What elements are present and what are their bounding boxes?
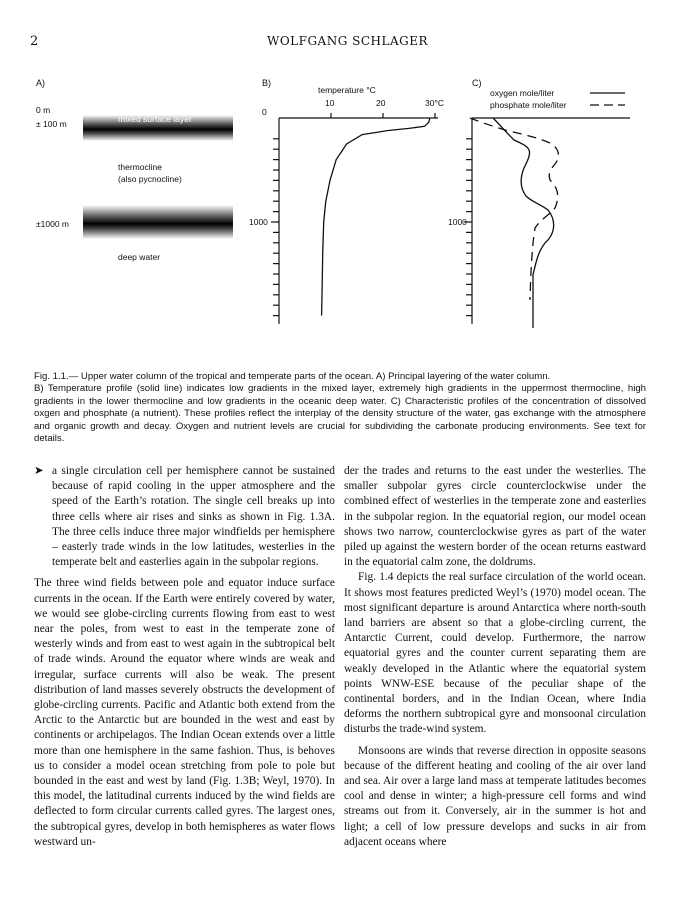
legend-oxygen: oxygen mole/liter (490, 88, 555, 98)
caption-line-1: Fig. 1.1.— Upper water column of the tropical and temperate parts of the ocean. A) Principal layering of the water column. (34, 371, 551, 382)
deep-thermocline-band (83, 205, 233, 239)
legend-phosphate: phosphate mole/liter (490, 100, 567, 110)
running-header: WOLFGANG SCHLAGER (266, 34, 428, 48)
depth-tick-1000-c: 1000 (448, 217, 467, 227)
temp-tick-10: 10 (325, 98, 335, 108)
depth-label-0m: 0 m (36, 105, 51, 115)
oxygen-profile-line (493, 118, 554, 328)
right-paragraph-2: Fig. 1.4 depicts the real surface circulation of the world ocean. It shows most features predicted Weyl’s (1970) model ocean. The most significant departure is around Antarctica where north-south land barriers are absent so that a globe-circling current, the Antarctic Current, could develop. Furthermore, the narrow equatorial gyres and the counter current separating them are weakly developed in the Atlantic where the equatorial system points WNW-ESE because of the peculiar shape of the continental borders, and in the Indian Ocean, where India deforms the northern subtropical gyre and monsoonal circulation disturbs the trade-wind system. (344, 571, 646, 736)
temp-axes (271, 113, 438, 324)
left-paragraph-1: The three wind fields between pole and equator induce surface currents in the ocean. If the Earth were entirely covered by water, we would see globe-circling currents flowing from east to west near the poles, from west to east in the temperate zone of westerly winds and from east to west again in the subtropical belt of trade winds. Around the equator where winds are weak and irregular, surface currents will also be weak. The present distribution of land masses severely obstructs the development of globe-circling currents. Pacific and Atlantic both extend from the Arctic to the Antarctic but are bounded in the west and east by continents or archipelagos. The Indian Ocean extends over a little more than one hemisphere in the same fashion. Thus, is behoves us to consider a model ocean stretching from pole to pole but bounded in the east and west by land (Fig. 1.3B; Weyl, 1970). In this model, the latitudinal currents induced by the wind fields are deflected to form circular currents called gyres. The largest ones, the subtropical gyres, develop in both hemispheres as water flows westward un- (34, 577, 335, 848)
right-paragraph-1: der the trades and returns to the east under the westerlies. The smaller subpolar gyres circle counterclockwise under the combined effect of westerlies in the temperate zone and easterlies in the subpolar region. In the equatorial region, our model ocean shows two narrow, counterclockwise gyres as part of the water piled up against the western border of the ocean returns eastward in the equatorial calm zone, the doldrums. (344, 465, 646, 569)
temp-tick-20: 20 (376, 98, 386, 108)
temp-axis-title: temperature °C (318, 85, 376, 95)
concentration-axes (464, 118, 630, 324)
bullet-arrow-icon: ➤ (34, 465, 44, 477)
mixed-layer-label: mixed surface layer (118, 114, 192, 124)
left-column (34, 464, 335, 850)
bullet-item (34, 464, 335, 570)
deep-water-label: deep water (118, 252, 161, 262)
page-number: 2 (30, 34, 39, 49)
depth-label-1000m: ±1000 m (36, 219, 70, 229)
figure-1-1 (0, 0, 695, 370)
panel-b-label: B) (262, 78, 271, 88)
temp-tick-30: 30°C (425, 98, 444, 108)
depth-tick-1000: 1000 (249, 217, 268, 227)
thermocline-label: thermocline (118, 162, 162, 172)
caption-body: B) Temperature profile (solid line) indicates low gradients in the mixed layer, extremely high gradients in the uppermost thermocline, high gradients in the lower thermocline and low gradients in the oceanic deep water. C) Characteristic profiles of the concentration of dissolved oxgen and phosphate (a nutrient). These profiles reflect the interplay of the density structure of the water, gas exchange with the atmosphere and organic growth and decay. Oxygen and nutrient levels are crucial for subdividing the carbonate producing environments. See text for details. (34, 383, 646, 445)
panel-c-label: C) (472, 78, 482, 88)
pycnocline-label: (also pycnocline) (118, 174, 182, 184)
right-paragraph-3: Monsoons are winds that reverse direction in opposite seasons because of the different heating and cooling of the air over land and sea. Air over a large land mass at temperate latitudes becomes cool and dense in winter; a high-pressure cell forms and wind streams out from it. Conversely, air in the summer is hot and light; a cell of low pressure develops and sucks in air from adjacent oceans where (344, 744, 646, 848)
figure-caption (34, 371, 646, 445)
panel-a-label: A) (36, 78, 45, 88)
phosphate-profile-line (470, 118, 558, 300)
bullet-text: a single circulation cell per hemisphere cannot be sustained because of rapid cooling in the upper atmosphere and the speed of the Earth’s rotation. The single cell breaks up into three cells where air rises and sinks as shown in Fig. 1.3A. The three cells induce three major windfields per hemisphere – easterly trade winds in the low latitudes, westerlies in the temperate belt and easterlies again in the subpolar regions. (52, 465, 335, 569)
depth-tick-0: 0 (262, 107, 267, 117)
right-column (344, 464, 646, 850)
depth-label-100m: ± 100 m (36, 119, 67, 129)
temperature-profile-line (322, 118, 430, 316)
